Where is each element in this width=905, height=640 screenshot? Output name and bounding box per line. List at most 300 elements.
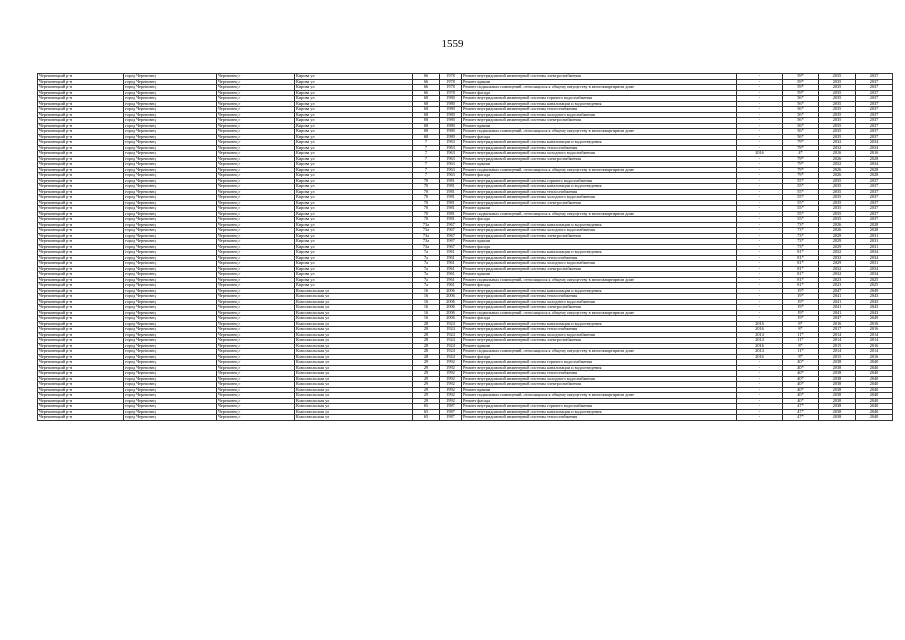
street-cell: Кирова ул	[295, 250, 413, 256]
plan-end-cell: 2037	[856, 107, 893, 113]
settlement-cell: Череповец г	[217, 349, 295, 355]
build-year-cell: 1980	[440, 134, 462, 140]
municipality-cell: город Череповец	[124, 189, 217, 195]
house-number-cell: 28	[413, 338, 440, 344]
work-type-cell: Ремонт крыши	[462, 79, 737, 85]
work-type-cell: Ремонт внутридомовой инженерной системы канализации и водоотведения	[462, 365, 737, 371]
build-year-cell: 1992	[440, 393, 462, 399]
last-repair-cell: -	[737, 118, 783, 124]
last-repair-cell: -	[737, 255, 783, 261]
street-cell: Комсомольская ул	[295, 354, 413, 360]
build-year-cell: 1978	[440, 90, 462, 96]
street-cell: Кирова ул	[295, 173, 413, 179]
district-cell: Череповецкий р-н	[38, 283, 124, 289]
wear-cell: 56*	[783, 112, 819, 118]
plan-end-cell: 2016	[856, 343, 893, 349]
house-number-cell: 70	[413, 217, 440, 223]
house-number-cell: 70	[413, 206, 440, 212]
municipality-cell: город Череповец	[124, 118, 217, 124]
last-repair-cell: -	[737, 200, 783, 206]
wear-cell: 19*	[783, 310, 819, 316]
work-type-cell: Ремонт фасада	[462, 90, 737, 96]
wear-cell: 59*	[783, 74, 819, 80]
house-number-cell: 29	[413, 393, 440, 399]
settlement-cell: Череповец г	[217, 184, 295, 190]
plan-end-cell: 2031	[856, 261, 893, 267]
last-repair-cell: 2014	[737, 349, 783, 355]
last-repair-cell: -	[737, 387, 783, 393]
district-cell: Череповецкий р-н	[38, 189, 124, 195]
plan-end-cell: 2049	[856, 288, 893, 294]
work-type-cell: Ремонт внутридомовой инженерной системы горячего водоснабжения	[462, 178, 737, 184]
last-repair-cell: -	[737, 156, 783, 162]
plan-end-cell: 2040	[856, 398, 893, 404]
wear-cell: 55*	[783, 206, 819, 212]
wear-cell: 79*	[783, 173, 819, 179]
house-number-cell: 68	[413, 107, 440, 113]
wear-cell: 4*	[783, 151, 819, 157]
build-year-cell: 1963	[440, 173, 462, 179]
build-year-cell: 1963	[440, 162, 462, 168]
plan-start-cell: 2038	[819, 387, 856, 393]
district-cell: Череповецкий р-н	[38, 211, 124, 217]
last-repair-cell: -	[737, 74, 783, 80]
plan-end-cell: 2028	[856, 167, 893, 173]
district-cell: Череповецкий р-н	[38, 266, 124, 272]
last-repair-cell: -	[737, 415, 783, 421]
settlement-cell: Череповец г	[217, 167, 295, 173]
plan-end-cell: 2037	[856, 178, 893, 184]
house-number-cell: 29	[413, 360, 440, 366]
street-cell: Кирова ул	[295, 145, 413, 151]
settlement-cell: Череповец г	[217, 305, 295, 311]
street-cell: Кирова ул	[295, 200, 413, 206]
plan-end-cell: 2037	[856, 211, 893, 217]
plan-start-cell: 2035	[819, 101, 856, 107]
plan-start-cell: 2032	[819, 145, 856, 151]
wear-cell: 56*	[783, 107, 819, 113]
municipality-cell: город Череповец	[124, 217, 217, 223]
plan-start-cell: 2035	[819, 74, 856, 80]
last-repair-cell: 2016	[737, 354, 783, 360]
settlement-cell: Череповец г	[217, 299, 295, 305]
last-repair-cell: -	[737, 178, 783, 184]
house-number-cell: 7а	[413, 266, 440, 272]
house-number-cell: 28	[413, 327, 440, 333]
district-cell: Череповецкий р-н	[38, 376, 124, 382]
municipality-cell: город Череповец	[124, 277, 217, 283]
plan-start-cell: 2029	[819, 233, 856, 239]
build-year-cell: 1963	[440, 145, 462, 151]
plan-end-cell: 2037	[856, 134, 893, 140]
district-cell: Череповецкий р-н	[38, 250, 124, 256]
plan-start-cell: 2015	[819, 343, 856, 349]
settlement-cell: Череповец г	[217, 272, 295, 278]
wear-cell: 55*	[783, 189, 819, 195]
plan-end-cell: 2040	[856, 382, 893, 388]
last-repair-cell: -	[737, 404, 783, 410]
plan-end-cell: 2037	[856, 184, 893, 190]
last-repair-cell: -	[737, 294, 783, 300]
plan-start-cell: 2032	[819, 266, 856, 272]
plan-end-cell: 2034	[856, 145, 893, 151]
district-cell: Череповецкий р-н	[38, 140, 124, 146]
street-cell: Комсомольская ул	[295, 338, 413, 344]
house-number-cell: 73а	[413, 222, 440, 228]
work-type-cell: Ремонт внутридомовой инженерной системы электроснабжения	[462, 382, 737, 388]
street-cell: Кирова ул	[295, 217, 413, 223]
municipality-cell: город Череповец	[124, 222, 217, 228]
street-cell: Кирова ул	[295, 184, 413, 190]
municipality-cell: город Череповец	[124, 316, 217, 322]
work-type-cell: Ремонт крыши	[462, 239, 737, 245]
build-year-cell: 1924	[440, 343, 462, 349]
wear-cell: 59*	[783, 79, 819, 85]
street-cell: Комсомольская ул	[295, 310, 413, 316]
street-cell: Комсомольская ул	[295, 409, 413, 415]
last-repair-cell: -	[737, 123, 783, 129]
plan-start-cell: 2035	[819, 85, 856, 91]
street-cell: Кирова ул	[295, 178, 413, 184]
build-year-cell: 1963	[440, 151, 462, 157]
municipality-cell: город Череповец	[124, 239, 217, 245]
work-type-cell: Ремонт внутридомовой инженерной системы электроснабжения	[462, 266, 737, 272]
district-cell: Череповецкий р-н	[38, 173, 124, 179]
last-repair-cell: -	[737, 261, 783, 267]
work-type-cell: Ремонт внутридомовой инженерной системы холодного водоснабжения	[462, 151, 737, 157]
wear-cell: 79*	[783, 167, 819, 173]
work-type-cell: Ремонт внутридомовой инженерной системы холодного водоснабжения	[462, 261, 737, 267]
street-cell: Кирова ул	[295, 112, 413, 118]
plan-start-cell: 2038	[819, 415, 856, 421]
build-year-cell: 1980	[440, 118, 462, 124]
build-year-cell: 1967	[440, 222, 462, 228]
build-year-cell: 2006	[440, 299, 462, 305]
settlement-cell: Череповец г	[217, 294, 295, 300]
settlement-cell: Череповец г	[217, 327, 295, 333]
district-cell: Череповецкий р-н	[38, 200, 124, 206]
street-cell: Кирова ул	[295, 266, 413, 272]
plan-end-cell: 2037	[856, 217, 893, 223]
build-year-cell: 1924	[440, 338, 462, 344]
settlement-cell: Череповец г	[217, 173, 295, 179]
wear-cell: 40*	[783, 387, 819, 393]
build-year-cell: 1981	[440, 200, 462, 206]
work-type-cell: Ремонт внутридомовой инженерной системы канализации и водоотведения	[462, 184, 737, 190]
municipality-cell: город Череповец	[124, 244, 217, 250]
plan-end-cell: 2034	[856, 250, 893, 256]
last-repair-cell: -	[737, 305, 783, 311]
plan-end-cell: 2031	[856, 239, 893, 245]
wear-cell: 19*	[783, 288, 819, 294]
plan-end-cell: 2031	[856, 244, 893, 250]
municipality-cell: город Череповец	[124, 327, 217, 333]
plan-start-cell: 2035	[819, 96, 856, 102]
district-cell: Череповецкий р-н	[38, 90, 124, 96]
street-cell: Комсомольская ул	[295, 349, 413, 355]
municipality-cell: город Череповец	[124, 382, 217, 388]
plan-start-cell: 2041	[819, 305, 856, 311]
settlement-cell: Череповец г	[217, 332, 295, 338]
plan-end-cell: 2031	[856, 233, 893, 239]
work-type-cell: Ремонт крыши	[462, 343, 737, 349]
settlement-cell: Череповец г	[217, 228, 295, 234]
build-year-cell: 1963	[440, 167, 462, 173]
street-cell: Комсомольская ул	[295, 316, 413, 322]
settlement-cell: Череповец г	[217, 107, 295, 113]
wear-cell: 56*	[783, 123, 819, 129]
build-year-cell: 2006	[440, 316, 462, 322]
district-cell: Череповецкий р-н	[38, 371, 124, 377]
build-year-cell: 1963	[440, 156, 462, 162]
settlement-cell: Череповец г	[217, 343, 295, 349]
municipality-cell: город Череповец	[124, 266, 217, 272]
district-cell: Череповецкий р-н	[38, 393, 124, 399]
district-cell: Череповецкий р-н	[38, 244, 124, 250]
last-repair-cell: -	[737, 283, 783, 289]
plan-start-cell: 2023	[819, 283, 856, 289]
street-cell: Кирова ул	[295, 96, 413, 102]
last-repair-cell: -	[737, 376, 783, 382]
house-number-cell: 73а	[413, 239, 440, 245]
plan-end-cell: 2037	[856, 74, 893, 80]
last-repair-cell: -	[737, 244, 783, 250]
wear-cell: 73*	[783, 244, 819, 250]
municipality-cell: город Череповец	[124, 233, 217, 239]
street-cell: Кирова ул	[295, 189, 413, 195]
last-repair-cell: -	[737, 382, 783, 388]
wear-cell: 73*	[783, 233, 819, 239]
district-cell: Череповецкий р-н	[38, 129, 124, 135]
district-cell: Череповецкий р-н	[38, 305, 124, 311]
last-repair-cell: 2016	[737, 343, 783, 349]
build-year-cell: 1967	[440, 233, 462, 239]
settlement-cell: Череповец г	[217, 283, 295, 289]
plan-start-cell: 2038	[819, 382, 856, 388]
work-type-cell: Ремонт внутридомовой инженерной системы холодного водоснабжения	[462, 195, 737, 201]
municipality-cell: город Череповец	[124, 338, 217, 344]
wear-cell: 79*	[783, 156, 819, 162]
wear-cell: 40*	[783, 398, 819, 404]
district-cell: Череповецкий р-н	[38, 349, 124, 355]
house-number-cell: 65	[413, 415, 440, 421]
municipality-cell: город Череповец	[124, 200, 217, 206]
work-type-cell: Ремонт внутридомовой инженерной системы холодного водоснабжения	[462, 332, 737, 338]
build-year-cell: 1992	[440, 387, 462, 393]
work-type-cell: Ремонт крыши	[462, 206, 737, 212]
plan-end-cell: 2043	[856, 310, 893, 316]
plan-start-cell: 2032	[819, 140, 856, 146]
house-number-cell: 68	[413, 101, 440, 107]
house-number-cell: 29	[413, 365, 440, 371]
house-number-cell: 70	[413, 178, 440, 184]
wear-cell: 8*	[783, 354, 819, 360]
plan-end-cell: 2037	[856, 85, 893, 91]
plan-end-cell: 2025	[856, 277, 893, 283]
settlement-cell: Череповец г	[217, 365, 295, 371]
work-type-cell: Ремонт внутридомовой инженерной системы электроснабжения	[462, 118, 737, 124]
wear-cell: 40*	[783, 393, 819, 399]
last-repair-cell: -	[737, 239, 783, 245]
district-cell: Череповецкий р-н	[38, 184, 124, 190]
plan-end-cell: 2037	[856, 118, 893, 124]
plan-start-cell: 2023	[819, 277, 856, 283]
house-number-cell: 7	[413, 156, 440, 162]
house-number-cell: 68	[413, 118, 440, 124]
municipality-cell: город Череповец	[124, 409, 217, 415]
last-repair-cell: -	[737, 211, 783, 217]
municipality-cell: город Череповец	[124, 299, 217, 305]
last-repair-cell: 2014	[737, 338, 783, 344]
district-cell: Череповецкий р-н	[38, 288, 124, 294]
plan-end-cell: 2037	[856, 195, 893, 201]
district-cell: Череповецкий р-н	[38, 398, 124, 404]
plan-start-cell: 2038	[819, 409, 856, 415]
plan-start-cell: 2035	[819, 79, 856, 85]
district-cell: Череповецкий р-н	[38, 206, 124, 212]
last-repair-cell: -	[737, 233, 783, 239]
plan-end-cell: 2037	[856, 200, 893, 206]
house-number-cell: 29	[413, 376, 440, 382]
last-repair-cell: -	[737, 107, 783, 113]
plan-start-cell: 2035	[819, 206, 856, 212]
municipality-cell: город Череповец	[124, 173, 217, 179]
settlement-cell: Череповец г	[217, 371, 295, 377]
last-repair-cell: -	[737, 409, 783, 415]
street-cell: Комсомольская ул	[295, 294, 413, 300]
settlement-cell: Череповец г	[217, 118, 295, 124]
plan-start-cell: 2035	[819, 178, 856, 184]
work-type-cell: Ремонт внутридомовой инженерной системы горячего водоснабжения	[462, 96, 737, 102]
house-number-cell: 7	[413, 140, 440, 146]
plan-end-cell: 2043	[856, 294, 893, 300]
district-cell: Череповецкий р-н	[38, 409, 124, 415]
municipality-cell: город Череповец	[124, 255, 217, 261]
last-repair-cell: -	[737, 79, 783, 85]
municipality-cell: город Череповец	[124, 156, 217, 162]
municipality-cell: город Череповец	[124, 393, 217, 399]
work-type-cell: Ремонт подвальных помещений, относящихся к общему имуществу в многоквартирном доме	[462, 310, 737, 316]
street-cell: Кирова ул	[295, 85, 413, 91]
plan-start-cell: 2035	[819, 129, 856, 135]
plan-start-cell: 2035	[819, 118, 856, 124]
plan-start-cell: 2026	[819, 222, 856, 228]
build-year-cell: 1980	[440, 96, 462, 102]
build-year-cell: 1981	[440, 189, 462, 195]
plan-end-cell: 2040	[856, 387, 893, 393]
street-cell: Кирова ул	[295, 222, 413, 228]
street-cell: Комсомольская ул	[295, 382, 413, 388]
work-type-cell: Ремонт внутридомовой инженерной системы электроснабжения	[462, 156, 737, 162]
municipality-cell: город Череповец	[124, 90, 217, 96]
plan-start-cell: 2041	[819, 310, 856, 316]
settlement-cell: Череповец г	[217, 354, 295, 360]
plan-end-cell: 2028	[856, 222, 893, 228]
plan-end-cell: 2037	[856, 96, 893, 102]
wear-cell: 40*	[783, 360, 819, 366]
build-year-cell: 2006	[440, 305, 462, 311]
house-number-cell: 16	[413, 310, 440, 316]
wear-cell: 79*	[783, 145, 819, 151]
street-cell: Кирова ул	[295, 90, 413, 96]
work-type-cell: Ремонт внутридомовой инженерной системы холодного водоснабжения	[462, 112, 737, 118]
last-repair-cell: -	[737, 173, 783, 179]
municipality-cell: город Череповец	[124, 184, 217, 190]
plan-end-cell: 2040	[856, 371, 893, 377]
last-repair-cell: -	[737, 184, 783, 190]
municipality-cell: город Череповец	[124, 310, 217, 316]
house-number-cell: 7	[413, 167, 440, 173]
settlement-cell: Череповец г	[217, 382, 295, 388]
district-cell: Череповецкий р-н	[38, 360, 124, 366]
build-year-cell: 1961	[440, 250, 462, 256]
wear-cell: 79*	[783, 162, 819, 168]
wear-cell: 56*	[783, 118, 819, 124]
work-type-cell: Ремонт крыши	[462, 272, 737, 278]
municipality-cell: город Череповец	[124, 376, 217, 382]
settlement-cell: Череповец г	[217, 178, 295, 184]
build-year-cell: 1981	[440, 195, 462, 201]
settlement-cell: Череповец г	[217, 151, 295, 157]
wear-cell: 81*	[783, 283, 819, 289]
municipality-cell: город Череповец	[124, 178, 217, 184]
build-year-cell: 1924	[440, 354, 462, 360]
house-number-cell: 70	[413, 189, 440, 195]
house-number-cell: 65	[413, 409, 440, 415]
plan-end-cell: 2025	[856, 283, 893, 289]
plan-end-cell: 2034	[856, 266, 893, 272]
settlement-cell: Череповец г	[217, 393, 295, 399]
work-type-cell: Ремонт внутридомовой инженерной системы теплоснабжения	[462, 145, 737, 151]
plan-start-cell: 2035	[819, 123, 856, 129]
municipality-cell: город Череповец	[124, 74, 217, 80]
municipality-cell: город Череповец	[124, 261, 217, 267]
district-cell: Череповецкий р-н	[38, 195, 124, 201]
last-repair-cell: -	[737, 371, 783, 377]
build-year-cell: 1987	[440, 404, 462, 410]
work-type-cell: Ремонт внутридомовой инженерной системы канализации и водоотведения	[462, 140, 737, 146]
last-repair-cell: -	[737, 90, 783, 96]
house-number-cell: 73а	[413, 233, 440, 239]
municipality-cell: город Череповец	[124, 272, 217, 278]
work-type-cell: Ремонт внутридомовой инженерной системы электроснабжения	[462, 233, 737, 239]
municipality-cell: город Череповец	[124, 415, 217, 421]
municipality-cell: город Череповец	[124, 162, 217, 168]
build-year-cell: 2006	[440, 288, 462, 294]
plan-end-cell: 2028	[856, 228, 893, 234]
house-number-cell: 16	[413, 288, 440, 294]
settlement-cell: Череповец г	[217, 101, 295, 107]
plan-start-cell: 2026	[819, 228, 856, 234]
plan-start-cell: 2026	[819, 156, 856, 162]
house-number-cell: 68	[413, 112, 440, 118]
plan-start-cell: 2041	[819, 294, 856, 300]
house-number-cell: 7а	[413, 261, 440, 267]
build-year-cell: 1992	[440, 376, 462, 382]
wear-cell: 40*	[783, 382, 819, 388]
plan-end-cell: 2034	[856, 162, 893, 168]
plan-start-cell: 2035	[819, 90, 856, 96]
work-type-cell: Ремонт фасада	[462, 354, 737, 360]
municipality-cell: город Череповец	[124, 288, 217, 294]
district-cell: Череповецкий р-н	[38, 316, 124, 322]
last-repair-cell: -	[737, 101, 783, 107]
work-type-cell: Ремонт внутридомовой инженерной системы канализации и водоотведения	[462, 222, 737, 228]
house-number-cell: 28	[413, 321, 440, 327]
last-repair-cell: -	[737, 316, 783, 322]
work-type-cell: Ремонт подвальных помещений, относящихся к общему имуществу в многоквартирном доме	[462, 393, 737, 399]
wear-cell: 81*	[783, 277, 819, 283]
